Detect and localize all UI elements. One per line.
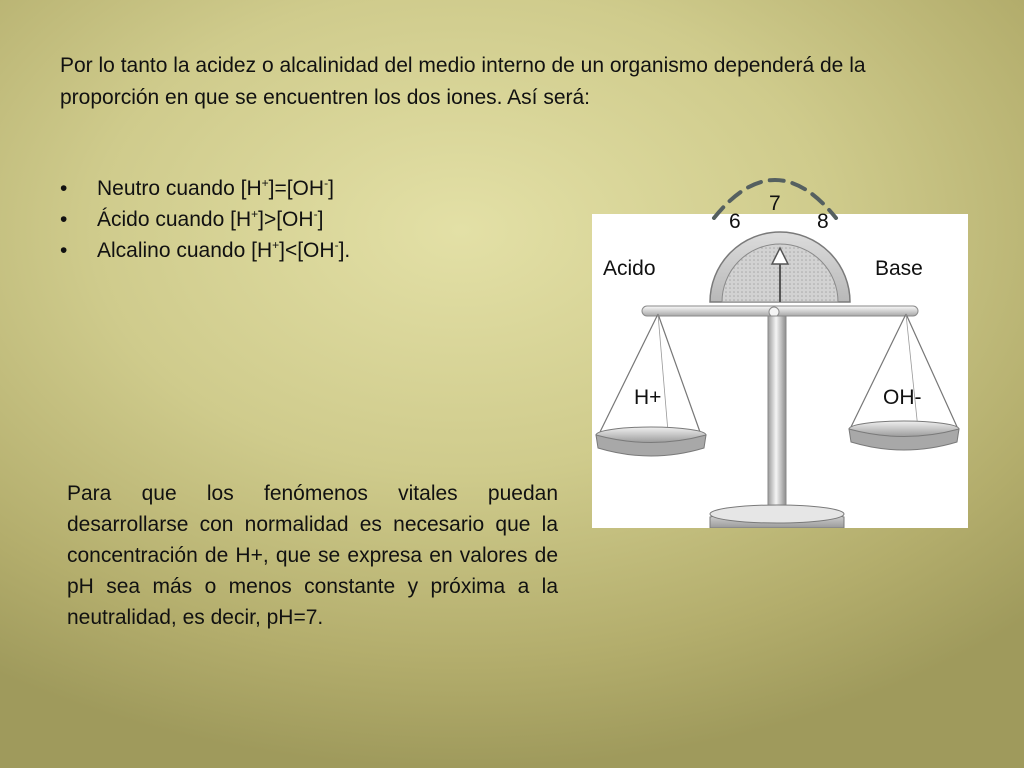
list-item-alcalino: • Alcalino cuando [H+]<[OH-]. xyxy=(60,235,350,266)
intro-text: Por lo tanto la acidez o alcalinidad del medio interno de un organismo dependerá de la proporción en que se encuentren los dos iones. Así será: xyxy=(60,54,866,109)
oh-ion-label: OH- xyxy=(883,386,922,409)
neutrality-paragraph: Para que los fenómenos vitales puedan desarrollarse con normalidad es necesario que la concentración de H+, que se expresa en valores de pH sea más o menos constante y próxima a la neutralidad, es decir, pH=7. xyxy=(67,482,558,629)
ph-condition-list xyxy=(60,173,350,266)
base-label: Base xyxy=(875,257,923,280)
tick-7-label: 7 xyxy=(769,192,781,215)
tick-8-label: 8 xyxy=(817,210,829,233)
tick-6-label: 6 xyxy=(729,210,741,233)
list-item-neutro: • Neutro cuando [H+]=[OH-] xyxy=(60,173,350,204)
h-ion-label: H+ xyxy=(634,386,662,409)
acid-label: Acido xyxy=(603,257,656,280)
list-item-acido: • Ácido cuando [H+]>[OH-] xyxy=(60,204,350,235)
